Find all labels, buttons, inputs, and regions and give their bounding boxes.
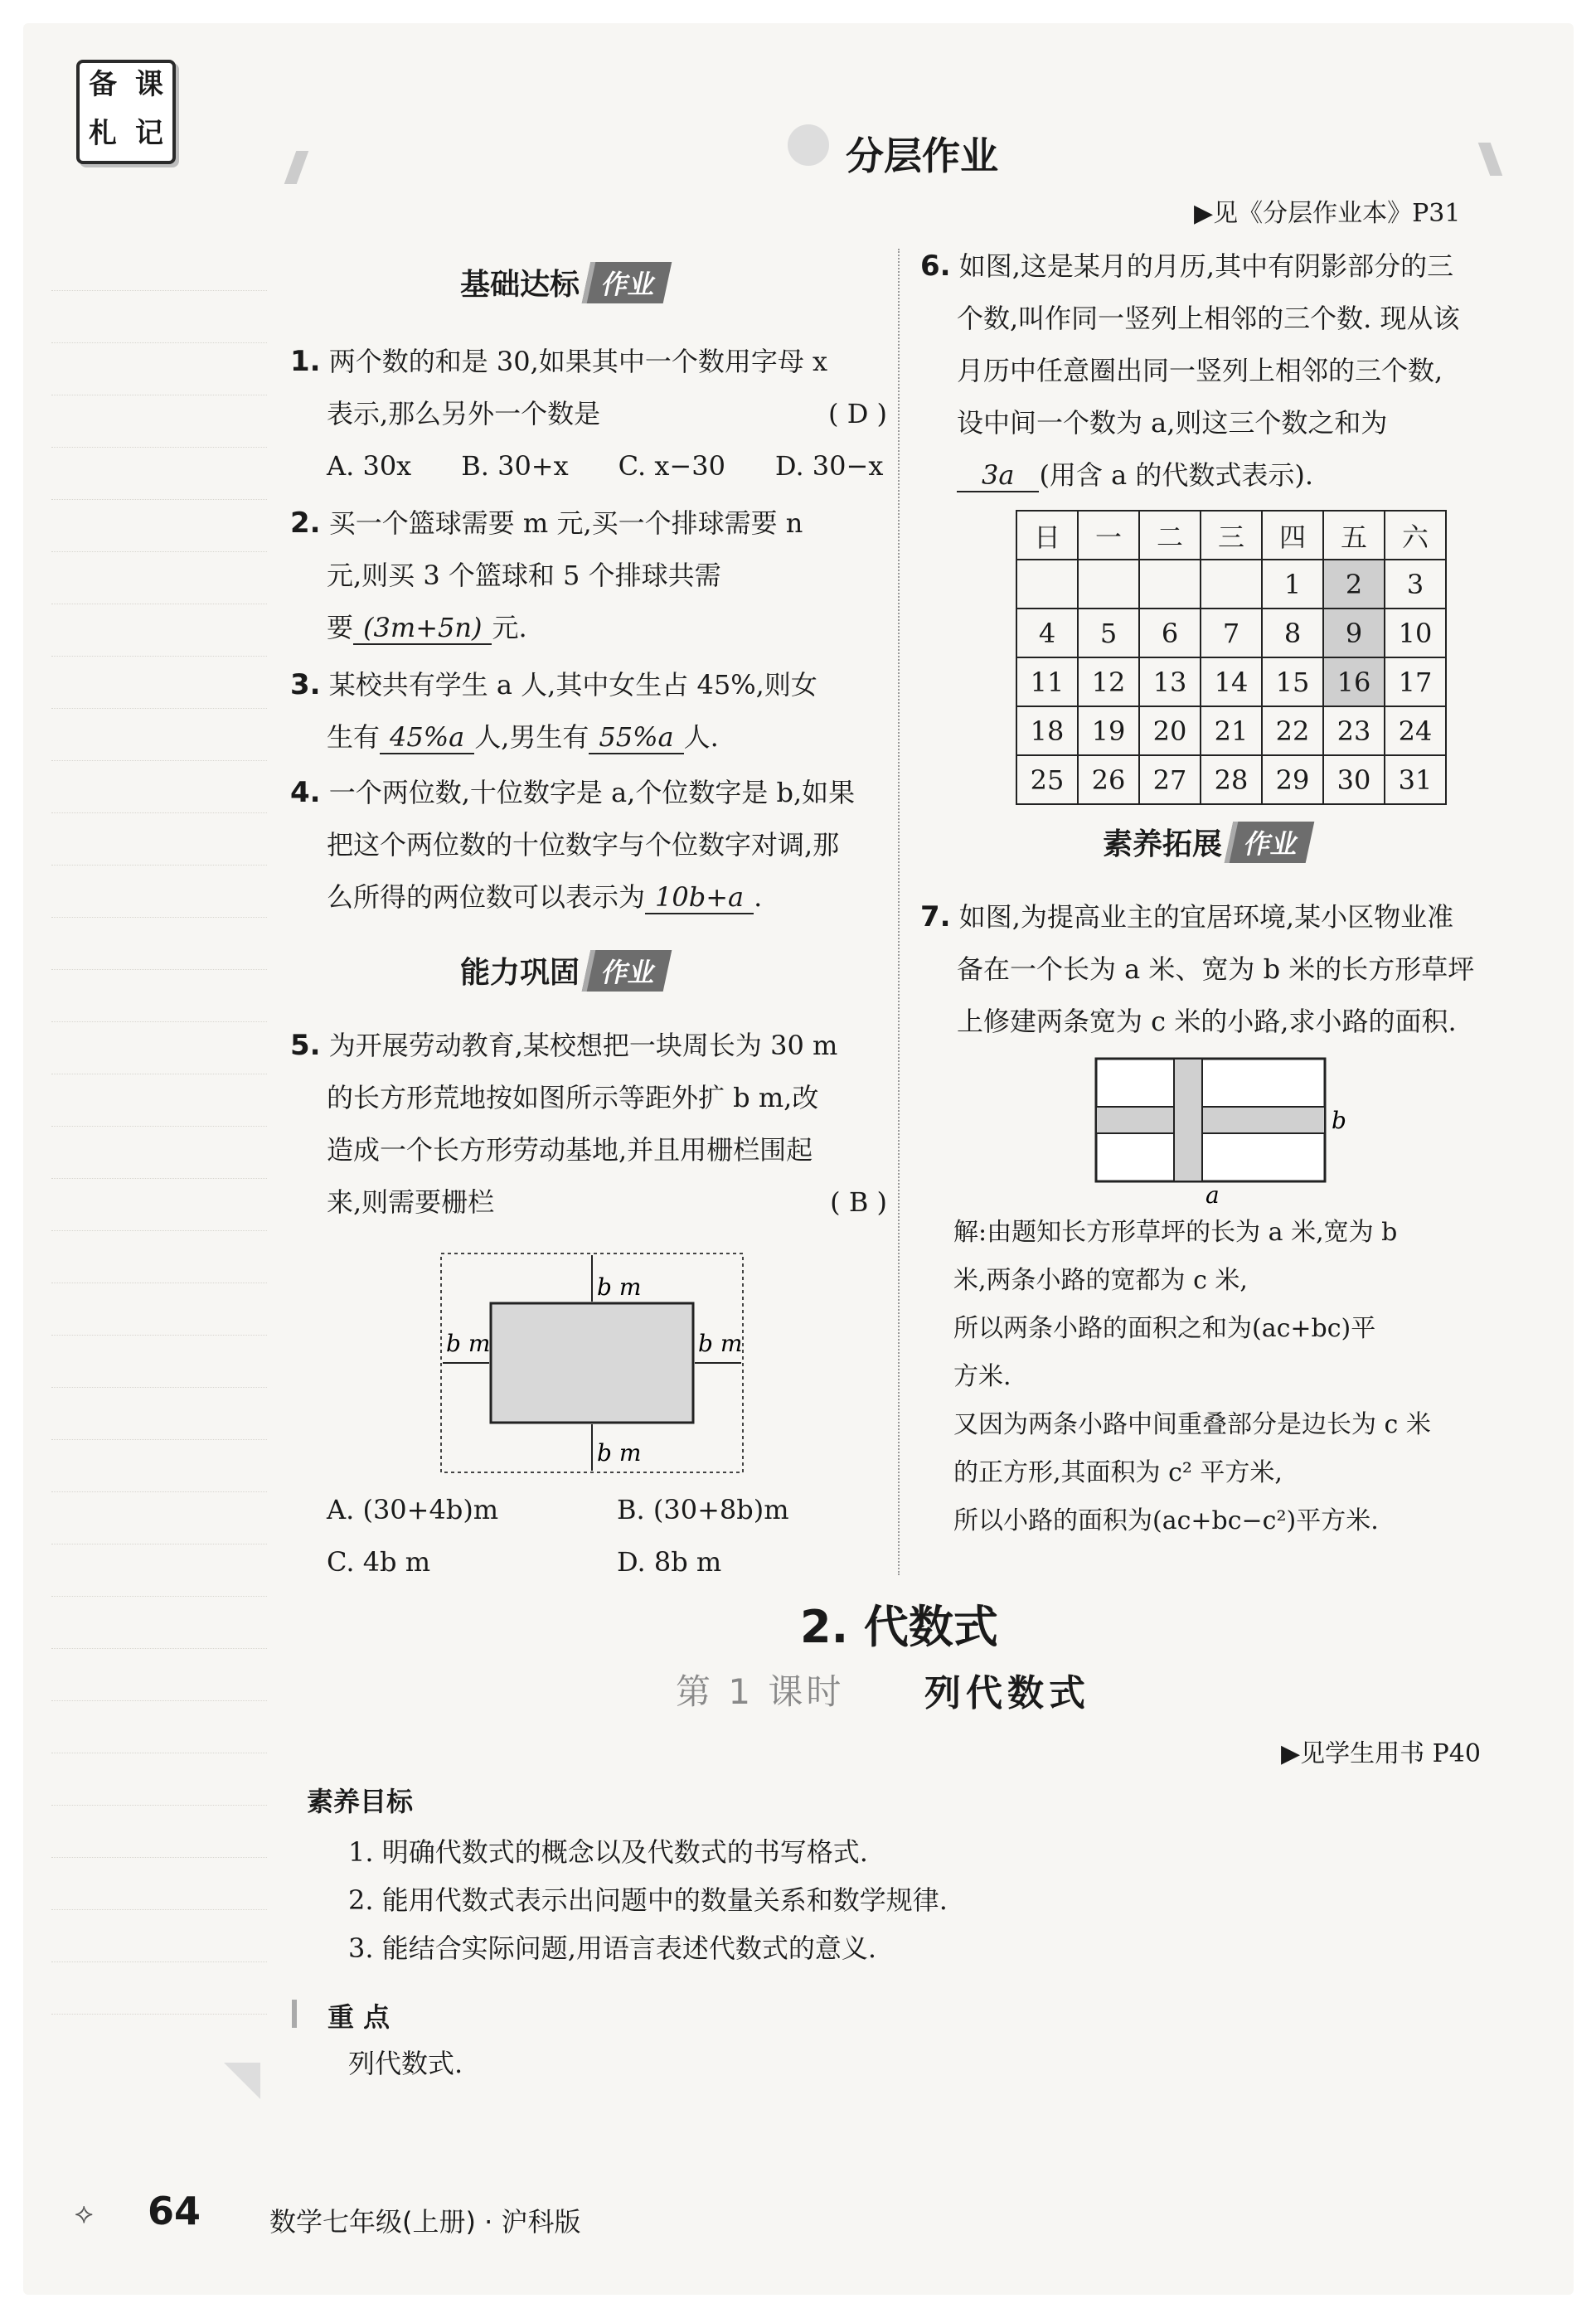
- q5-label-left: b m: [446, 1330, 491, 1357]
- q5-options: A. (30+4b)m B. (30+8b)m C. 4b m D. 8b m: [327, 1494, 789, 1578]
- page-title: 分层作业: [846, 133, 998, 178]
- question-5: 5. 为开展劳动教育,某校想把一块周长为 30 m 的长方形荒地按如图所示等距外扩 b m,改 造成一个长方形劳动基地,并且用栅栏围起 来,则需要栅栏 ( B ): [290, 1029, 887, 1218]
- question-6: 6. 如图,这是某月的月历,其中有阴影部分的三 个数,叫作同一竖列上相邻的三个数. 现从该 月历中任意圈出同一竖列上相邻的三个数, 设中间一个数为 a,则这三个数之和为 3a (用含 a 的代数式表示).: [920, 250, 1460, 491]
- lesson-name: 列代数式: [924, 1672, 1090, 1714]
- notes-margin: [51, 239, 267, 2015]
- keypoint-marker: [292, 2000, 297, 2028]
- question-1: 1. 两个数的和是 30,如果其中一个数用字母 x 表示,那么另外一个数是 ( D ) A. 30x B. 30+x C. x−30 D. 30−x: [290, 345, 887, 482]
- notes-stamp: 备 课 札 记: [76, 60, 176, 164]
- question-4: 4. 一个两位数,十位数字是 a,个位数字是 b,如果 把这个两位数的十位数字与个位数字对调,那 么所得的两位数可以表示为 10b+a .: [290, 776, 856, 913]
- chapter-title: 2. 代数式: [800, 1601, 998, 1653]
- calendar-table: 日 一 二 三 四 五 六 1 2 3 4 5 6 7 8 9 10 11 12 13 14 15 16 17 18 19 20 21 22 23 24 25 26 27 28 29 30 31: [1016, 510, 1447, 805]
- q5-label-right: b m: [698, 1330, 743, 1357]
- goal-item: 2. 能用代数式表示出问题中的数量关系和数学规律.: [348, 1884, 948, 1916]
- keypoint-text: 列代数式.: [348, 2048, 463, 2079]
- section-basic: 基础达标 作业: [460, 261, 667, 303]
- q5-figure: [439, 1252, 746, 1476]
- question-2: 2. 买一个篮球需要 m 元,买一个排球需要 n 元,则买 3 个篮球和 5 个排球共需 要 (3m+5n) 元.: [290, 507, 803, 643]
- header-circle-icon: [788, 124, 829, 166]
- lesson-number: 第 1 课时: [676, 1671, 845, 1712]
- section-ability: 能力巩固 作业: [460, 949, 667, 992]
- q7-label-a: a: [1205, 1181, 1220, 1206]
- q5-label-bottom: b m: [597, 1439, 642, 1467]
- goal-item: 1. 明确代数式的概念以及代数式的书写格式.: [348, 1836, 868, 1868]
- q7-figure: [1094, 1057, 1351, 1206]
- q7-label-b: b: [1332, 1107, 1346, 1134]
- q7-solution: 解:由题知长方形草坪的长为 a 米,宽为 b 米,两条小路的宽都为 c 米, 所以两条小路的面积之和为(ac+bc)平 方米. 又因为两条小路中间重叠部分是边长为 c 米 的正方形,其面积为 c² 平方米, 所以小路的面积为(ac+bc−c²)平方米.: [953, 1218, 1431, 1535]
- goals-list: [348, 1828, 1426, 1972]
- q5-label-top: b m: [597, 1273, 642, 1301]
- corner-deco: [224, 2063, 260, 2099]
- keypoint-heading: 重 点: [327, 2001, 391, 2033]
- header-ref: ▶见《分层作业本》P31: [1194, 199, 1461, 228]
- goals-heading: 素养目标: [307, 1786, 414, 1817]
- book-title: 数学七年级(上册) · 沪科版: [269, 2206, 581, 2238]
- question-7: 7. 如图,为提高业主的宜居环境,某小区物业准 备在一个长为 a 米、宽为 b 米的长方形草坪 上修建两条宽为 c 米的小路,求小路的面积.: [920, 900, 1475, 1037]
- page-number: 64: [148, 2189, 201, 2233]
- goal-item: 3. 能结合实际问题,用语言表述代数式的意义.: [348, 1932, 877, 1964]
- section-extend: 素养拓展 作业: [1103, 821, 1310, 863]
- column-divider: [898, 249, 900, 1575]
- student-book-ref: ▶见学生用书 P40: [1281, 1739, 1481, 1768]
- footer-arrow-icon: ⟡: [75, 2197, 94, 2230]
- question-3: 3. 某校共有学生 a 人,其中女生占 45%,则女 生有 45%a 人,男生有 55%a 人.: [290, 668, 817, 753]
